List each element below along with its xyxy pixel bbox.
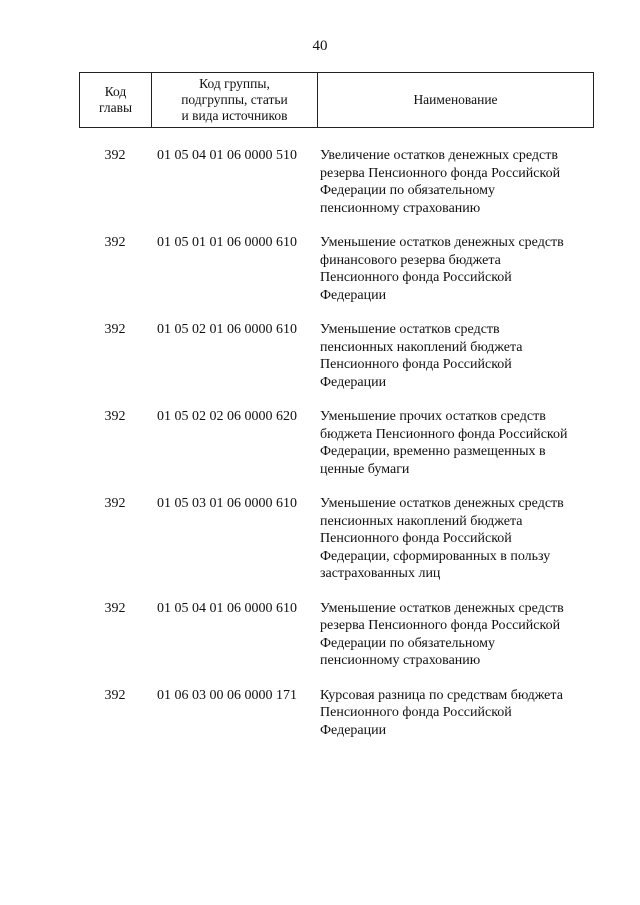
table-body — [79, 147, 594, 739]
row-source-code: 01 05 03 01 06 0000 610 — [157, 496, 297, 511]
row-chapter-code: 392 — [104, 409, 126, 424]
table-row — [79, 234, 594, 304]
header-chapter-code: Код главы — [80, 73, 152, 127]
row-chapter-code: 392 — [104, 235, 126, 250]
table-row — [79, 495, 594, 583]
table-header — [79, 72, 594, 128]
table-row — [79, 600, 594, 670]
row-source-code: 01 05 04 01 06 0000 610 — [157, 600, 297, 616]
row-name: Курсовая разница по средствам бюджета Пенсионного фонда Российской Федерации — [320, 687, 563, 738]
row-name: Уменьшение остатков денежных средств пенсионных накоплений бюджета Пенсионного фонда Российской Федерации, сформированных в пользу застрахованных лиц — [320, 496, 564, 581]
table-row — [79, 321, 594, 391]
row-chapter-code: 392 — [104, 600, 126, 616]
row-source-code: 01 05 02 01 06 0000 610 — [157, 322, 297, 337]
row-source-code: 01 05 01 01 06 0000 610 — [157, 235, 297, 250]
table-row — [79, 687, 594, 740]
row-source-code: 01 06 03 00 06 0000 171 — [157, 687, 297, 703]
row-source-code: 01 05 04 01 06 0000 510 — [157, 148, 297, 163]
table-row — [79, 408, 594, 478]
row-name: Уменьшение остатков денежных средств резерва Пенсионного фонда Российской Федерации по обязательному пенсионному страхованию — [320, 600, 564, 668]
row-name: Уменьшение прочих остатков средств бюджета Пенсионного фонда Российской Федерации, временно размещенных в ценные бумаги — [320, 409, 568, 477]
row-chapter-code: 392 — [104, 322, 126, 337]
header-name: Наименование — [413, 92, 498, 107]
page-number: 40 — [312, 38, 328, 54]
row-name: Уменьшение остатков средств пенсионных накоплений бюджета Пенсионного фонда Российской Федерации — [320, 322, 523, 390]
table-row — [79, 147, 594, 217]
row-name: Увеличение остатков денежных средств резерва Пенсионного фонда Российской Федерации по обязательному пенсионному страхованию — [320, 148, 561, 216]
row-chapter-code: 392 — [104, 687, 126, 703]
header-group-code: Код группы, подгруппы, статьи и вида источников — [152, 73, 318, 127]
row-source-code: 01 05 02 02 06 0000 620 — [157, 409, 297, 424]
row-chapter-code: 392 — [104, 148, 126, 163]
row-name: Уменьшение остатков денежных средств финансового резерва бюджета Пенсионного фонда Российской Федерации — [320, 235, 564, 303]
row-chapter-code: 392 — [104, 496, 126, 511]
